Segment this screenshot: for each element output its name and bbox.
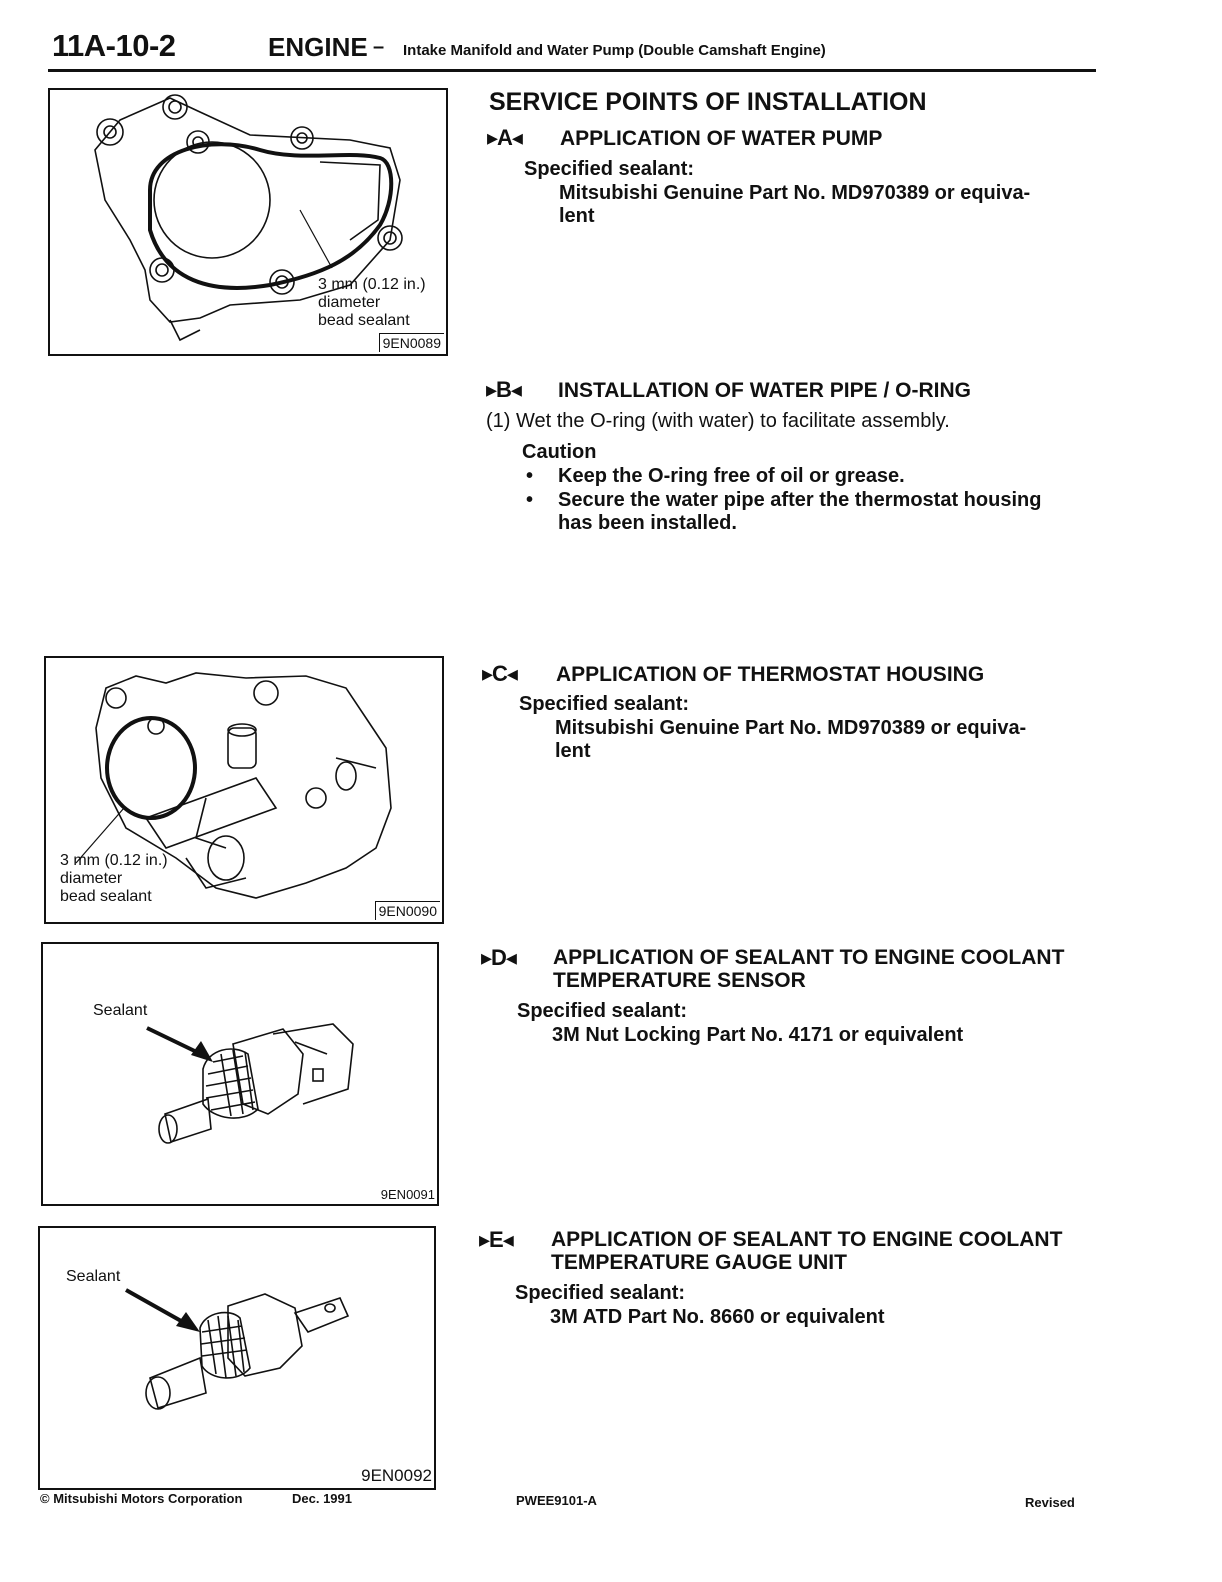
section-c-spec-line-2: lent bbox=[555, 740, 591, 762]
figure-coolant-temperature-gauge-unit bbox=[38, 1226, 436, 1490]
header-dash: – bbox=[373, 36, 385, 58]
figure-1-label-2: diameter bbox=[318, 294, 381, 311]
figure-1-id: 9EN0089 bbox=[379, 333, 444, 352]
footer-date: Dec. 1991 bbox=[292, 1491, 352, 1506]
section-c-heading: APPLICATION OF THERMOSTAT HOUSING bbox=[556, 663, 985, 686]
section-d-marker: ▸D◂ bbox=[481, 945, 516, 970]
section-a-spec-line-1: Mitsubishi Genuine Part No. MD970389 or equiva- bbox=[559, 182, 1031, 204]
figure-4-id: 9EN0092 bbox=[361, 1466, 432, 1485]
section-d-heading-line-1: APPLICATION OF SEALANT TO ENGINE COOLANT bbox=[553, 946, 1065, 969]
section-e-heading-line-1: APPLICATION OF SEALANT TO ENGINE COOLANT bbox=[551, 1228, 1063, 1251]
figure-1-label-3: bead sealant bbox=[318, 312, 410, 329]
section-a-marker: ▸A◂ bbox=[487, 125, 522, 150]
bullet-dot: • bbox=[526, 489, 534, 511]
section-a-spec-line-2: lent bbox=[559, 205, 595, 227]
section-e-heading-line-2: TEMPERATURE GAUGE UNIT bbox=[551, 1251, 847, 1274]
figure-water-pump bbox=[48, 88, 448, 356]
section-e-marker: ▸E◂ bbox=[479, 1227, 513, 1252]
footer-copyright: © Mitsubishi Motors Corporation bbox=[40, 1491, 243, 1506]
section-b-heading: INSTALLATION OF WATER PIPE / O-RING bbox=[558, 379, 971, 402]
footer-code: PWEE9101-A bbox=[516, 1493, 597, 1508]
bullet-dot: • bbox=[526, 465, 534, 487]
section-b-bullet-2-line-1: Secure the water pipe after the thermostat housing bbox=[558, 489, 1042, 511]
section-c-spec-label: Specified sealant: bbox=[519, 693, 690, 715]
footer-status: Revised bbox=[1025, 1495, 1075, 1510]
figure-2-label-1: 3 mm (0.12 in.) bbox=[60, 852, 168, 869]
section-b-bullet-1: Keep the O-ring free of oil or grease. bbox=[558, 465, 905, 487]
figure-coolant-temperature-sensor bbox=[41, 942, 439, 1206]
figure-4-label: Sealant bbox=[66, 1268, 121, 1285]
section-b-marker: ▸B◂ bbox=[486, 377, 521, 402]
section-a-spec-label: Specified sealant: bbox=[524, 158, 695, 180]
section-b-caution-label: Caution bbox=[522, 441, 597, 463]
gauge-unit-drawing bbox=[40, 1228, 434, 1488]
section-e-spec-label: Specified sealant: bbox=[515, 1282, 686, 1304]
figure-thermostat-housing bbox=[44, 656, 444, 924]
coolant-sensor-drawing bbox=[43, 944, 437, 1204]
section-c-spec-line-1: Mitsubishi Genuine Part No. MD970389 or equiva- bbox=[555, 717, 1027, 739]
section-d-heading-line-2: TEMPERATURE SENSOR bbox=[553, 969, 806, 992]
figure-2-label-3: bead sealant bbox=[60, 888, 152, 905]
section-e-spec-line-1: 3M ATD Part No. 8660 or equivalent bbox=[550, 1306, 885, 1328]
figure-2-label-2: diameter bbox=[60, 870, 123, 887]
figure-2-id: 9EN0090 bbox=[375, 901, 440, 920]
section-d-spec-label: Specified sealant: bbox=[517, 1000, 688, 1022]
figure-3-id: 9EN0091 bbox=[380, 1187, 435, 1202]
figure-3-label: Sealant bbox=[93, 1002, 148, 1019]
section-c-marker: ▸C◂ bbox=[482, 661, 517, 686]
section-d-spec-line-1: 3M Nut Locking Part No. 4171 or equivalent bbox=[552, 1024, 964, 1046]
section-title: ENGINE bbox=[268, 32, 368, 62]
section-a-heading: APPLICATION OF WATER PUMP bbox=[560, 127, 883, 150]
page-number: 11A-10-2 bbox=[52, 28, 176, 63]
section-b-bullet-2-line-2: has been installed. bbox=[558, 512, 737, 534]
section-b-step-1: (1) Wet the O-ring (with water) to facilitate assembly. bbox=[486, 410, 950, 432]
figure-1-label-1: 3 mm (0.12 in.) bbox=[318, 276, 426, 293]
service-points-title: SERVICE POINTS OF INSTALLATION bbox=[489, 88, 927, 116]
header-subtitle: Intake Manifold and Water Pump (Double Camshaft Engine) bbox=[403, 42, 826, 59]
header-rule bbox=[48, 69, 1096, 72]
